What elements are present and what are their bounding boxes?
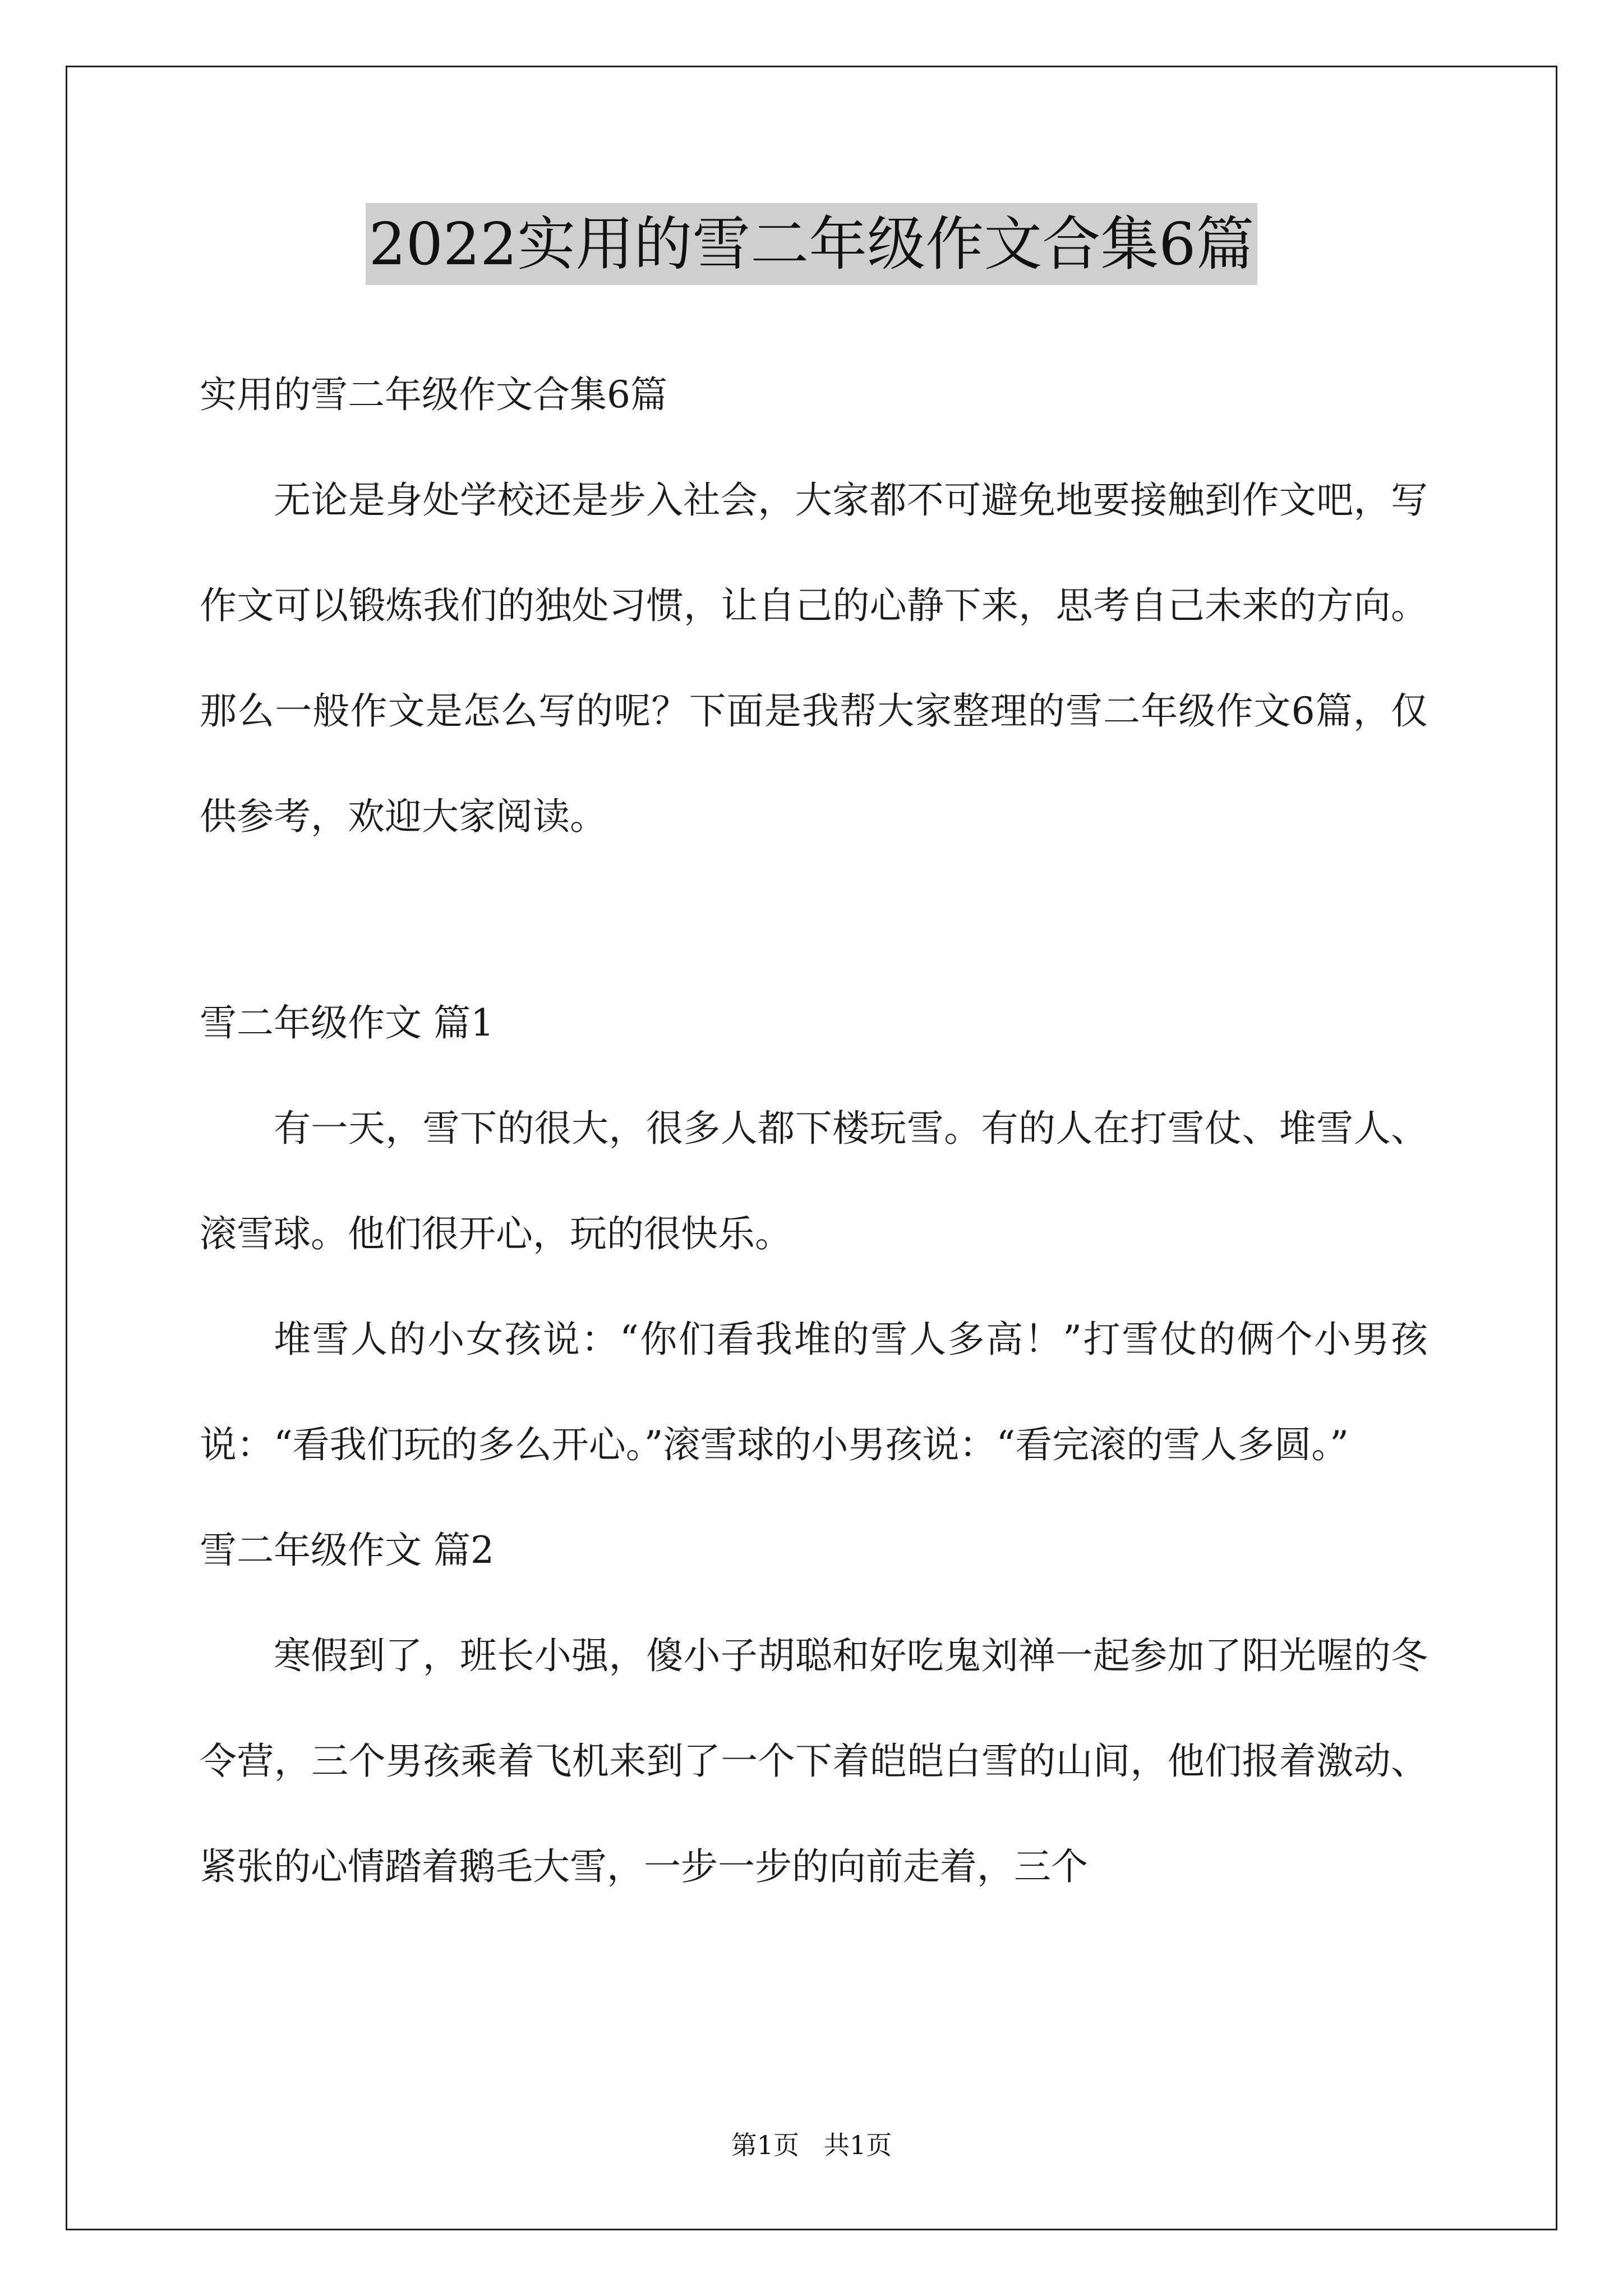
section-gap [200,869,1428,970]
document-title: 2022实用的雪二年级作文合集6篇 [366,203,1258,285]
section-paragraph: 有一天，雪下的很大，很多人都下楼玩雪。有的人在打雪仗、堆雪人、滚雪球。他们很开心，玩的很快乐。 [200,1107,1428,1255]
title-wrap [0,203,1623,285]
section-heading: 雪二年级作文 篇1 [200,1001,494,1045]
page-total: 共1页 [823,2130,892,2160]
page-footer [0,2128,1623,2162]
document-subtitle: 实用的雪二年级作文合集6篇 [200,373,667,416]
intro-paragraph: 无论是身处学校还是步入社会，大家都不可避免地要接触到作文吧，写作文可以锻炼我们的独处习惯，让自己的心静下来，思考自己未来的方向。那么一般作文是怎么写的呢？下面是我帮大家整理的雪二年级作文6篇，仅供参考，欢迎大家阅读。 [200,478,1428,838]
section-heading: 雪二年级作文 篇2 [200,1529,494,1572]
section-paragraph: 堆雪人的小女孩说：“你们看我堆的雪人多高！”打雪仗的俩个小男孩说：“看我们玩的多么开心。”滚雪球的小男孩说：“看完滚的雪人多圆。” [200,1318,1428,1466]
document-body [200,342,1428,1920]
page-number: 第1页 [731,2130,800,2160]
section-paragraph: 寒假到了，班长小强，傻小子胡聪和好吃鬼刘禅一起参加了阳光喔的冬令营，三个男孩乘着飞机来到了一个下着皑皑白雪的山间，他们报着激动、紧张的心情踏着鹅毛大雪，一步一步的向前走着，三个 [200,1634,1428,1888]
